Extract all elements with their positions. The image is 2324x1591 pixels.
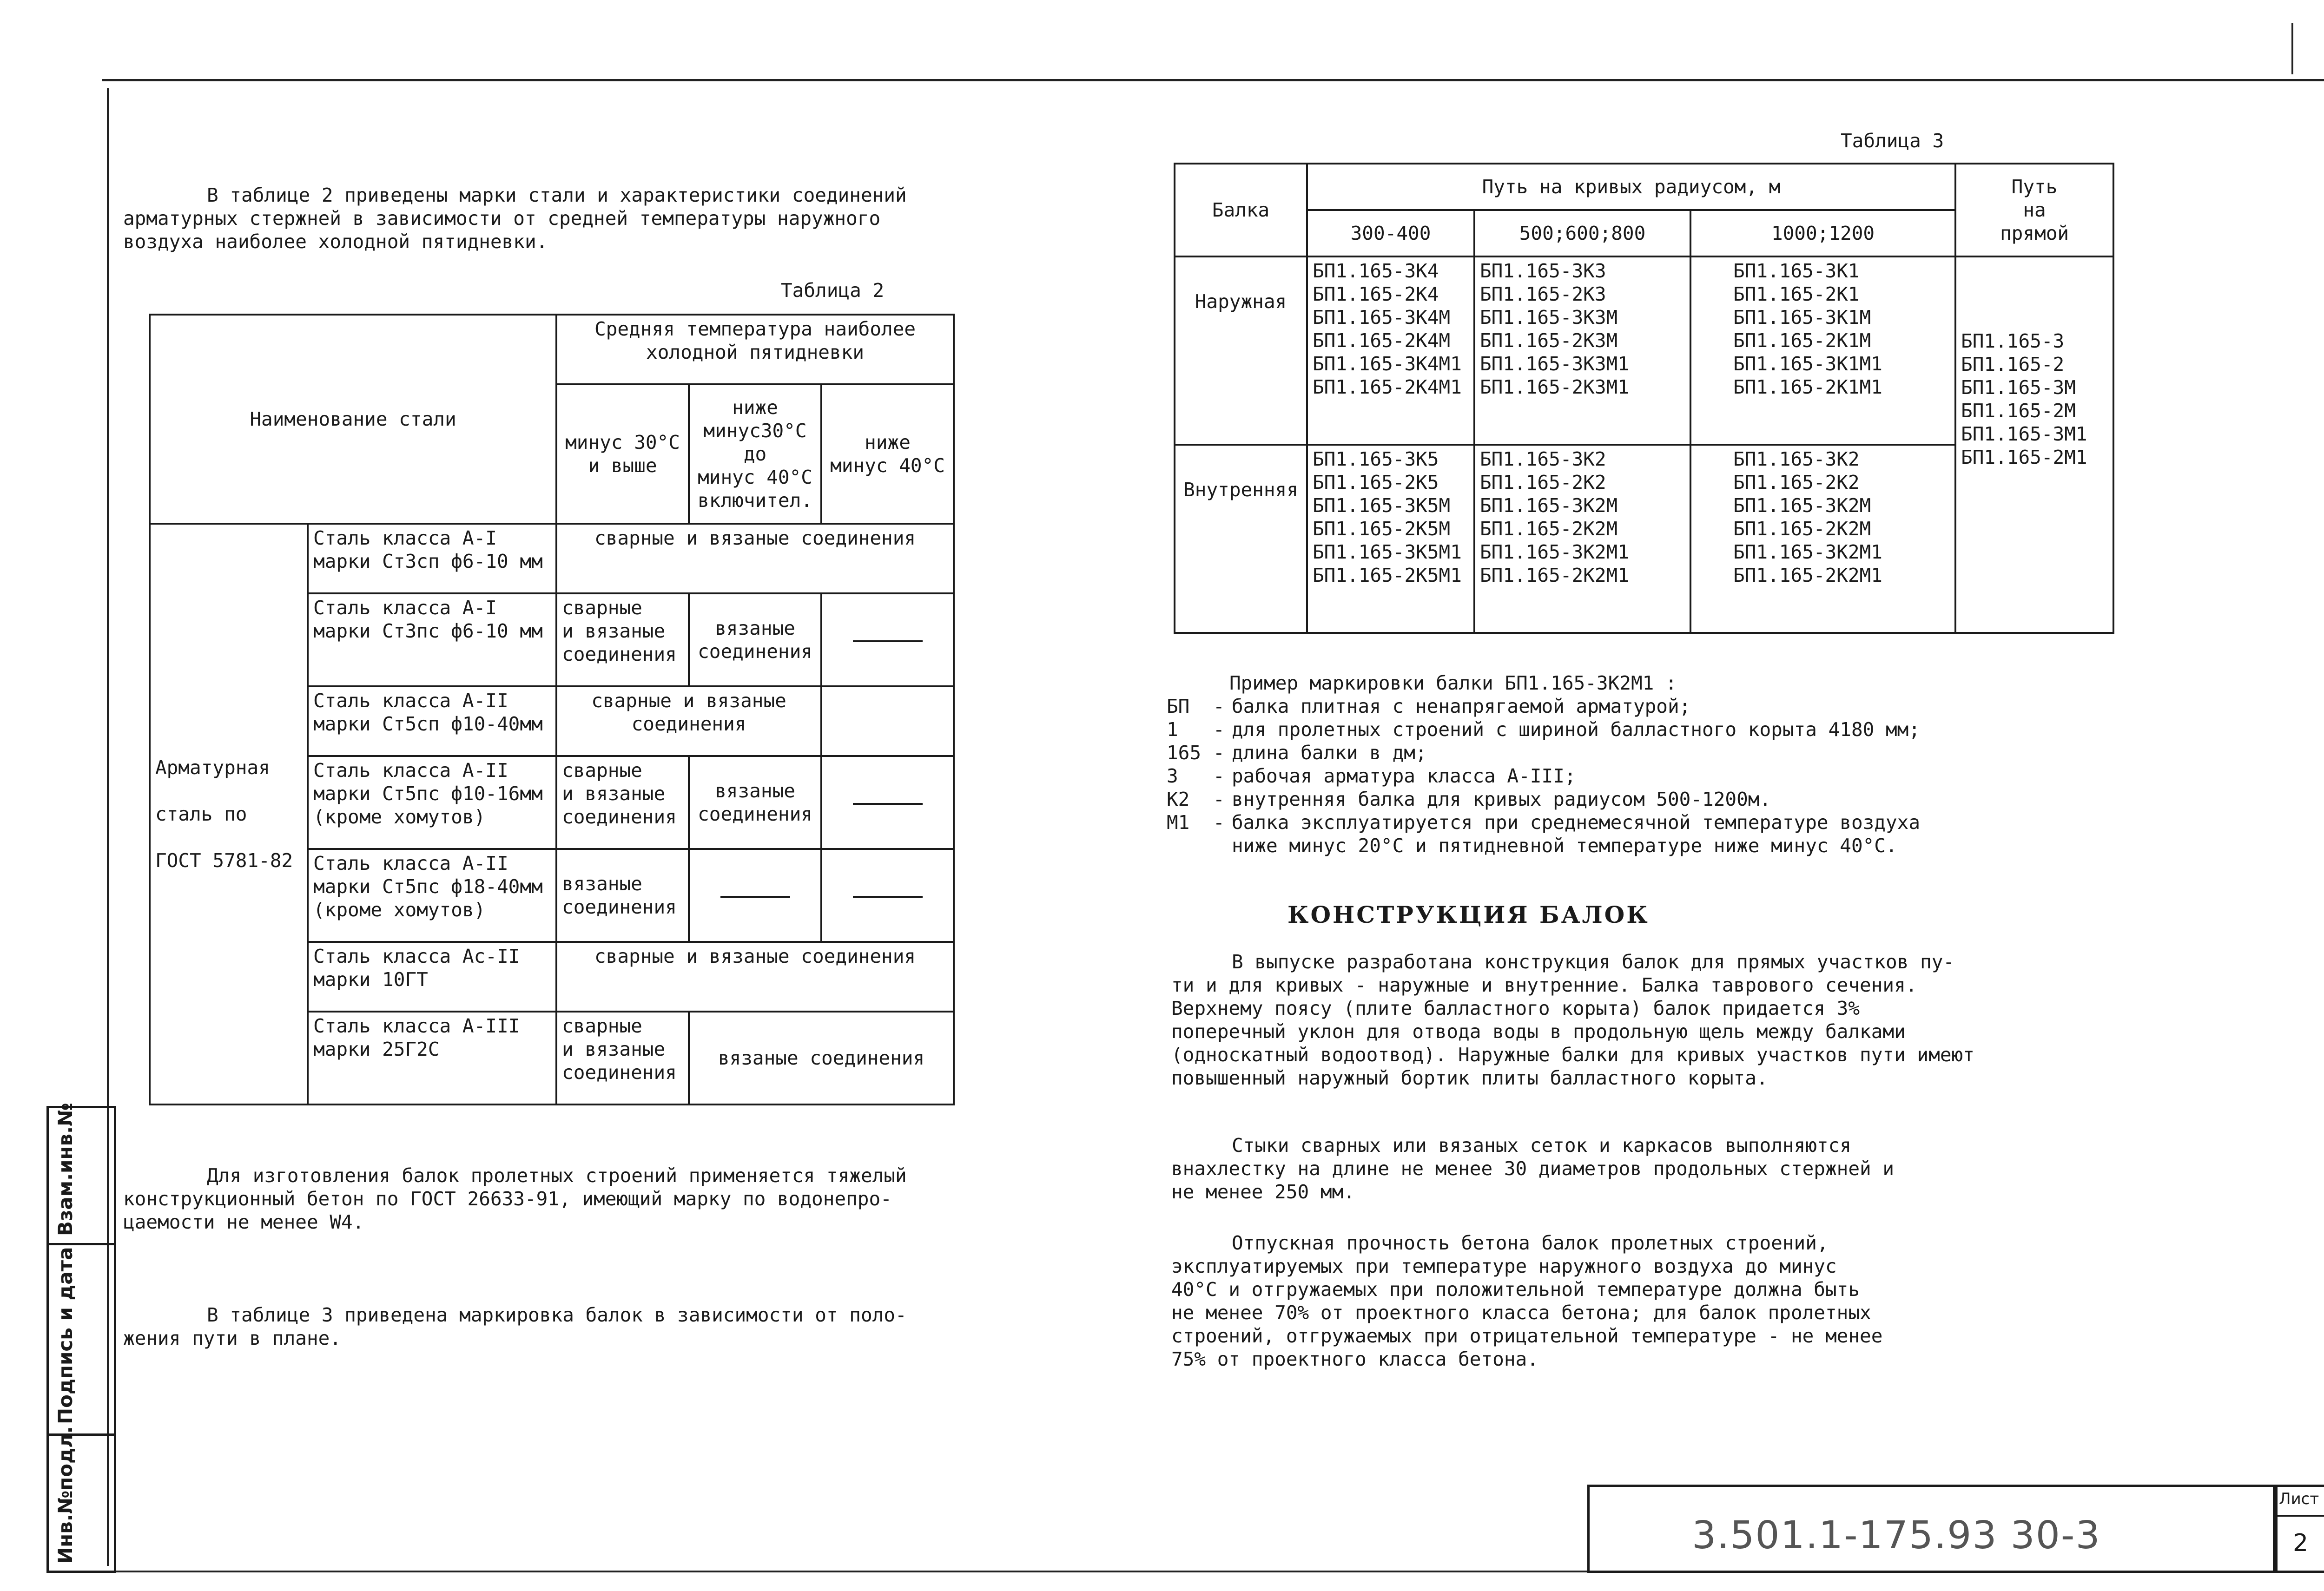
- legend-row: М1 - балка эксплуатируется при среднемесячной температуре воздуха ниже минус 20°С и пятидневной температуре ниже минус 40°С.: [1167, 811, 1921, 857]
- title-stamp: [1587, 1485, 2278, 1573]
- radius-300: 300-400: [1307, 210, 1474, 256]
- beams-table: [1174, 163, 2114, 634]
- legend-row: БП - балка плитная с ненапрягаемой арматурой;: [1167, 695, 1691, 717]
- sub-col-1: минус 30°С и выше: [556, 384, 689, 524]
- col-straight: Путь на прямой: [1955, 164, 2113, 256]
- intro-paragraph: В таблице 2 приведены марки стали и характеристики соединений арматурных стержней в зависимости от средней температуры наружного воздуха наиболее холодной пятидневки.: [123, 184, 907, 253]
- side-cell-vzam: [49, 1103, 114, 1245]
- merged-cell: сварные и вязаные соединения: [556, 686, 821, 756]
- marking-example-title: Пример маркировки балки БП1.165-3К2М1 :: [1229, 672, 1677, 694]
- mark-cell: БП1.165-3К1 БП1.165-2К1 БП1.165-3К1М БП1.165-2К1М БП1.165-3К1М1 БП1.165-2К1М1: [1690, 256, 1955, 445]
- mark-cell: БП1.165-3К5 БП1.165-2К5 БП1.165-3К5М БП1.165-2К5М БП1.165-3К5М1 БП1.165-2К5М1: [1307, 445, 1474, 633]
- mark-cell: БП1.165-3К4 БП1.165-2К4 БП1.165-3К4М БП1.165-2К4М БП1.165-3К4М1 БП1.165-2К4М1: [1307, 256, 1474, 445]
- value-cell: сварные и вязаные соединения: [556, 1012, 689, 1104]
- steel-cell: Сталь класса А-I марки Ст3сп ф6-10 мм: [308, 524, 556, 593]
- steel-cell: Сталь класса Ас-II марки 10ГТ: [308, 942, 556, 1012]
- dash-cell: [821, 593, 954, 686]
- group-cell: Арматурная сталь по ГОСТ 5781-82: [150, 524, 308, 1104]
- side-cell-podpis: [49, 1243, 114, 1436]
- sub-col-2: ниже минус30°С до минус 40°С включител.: [689, 384, 821, 524]
- steel-cell: Сталь класса А-II марки Ст5пс ф18-40мм (кроме хомутов): [308, 849, 556, 942]
- table3-reference: В таблице 3 приведена маркировка балок в зависимости от поло- жения пути в плане.: [123, 1304, 907, 1350]
- straight-marks-cell: БП1.165-3 БП1.165-2 БП1.165-3М БП1.165-2М БП1.165-3М1 БП1.165-2М1: [1955, 256, 2113, 633]
- merged-cell: вязаные соединения: [689, 1012, 954, 1104]
- col-curve: Путь на кривых радиусом, м: [1307, 164, 1955, 210]
- side-label-inv: Инв.№подл.: [54, 1426, 77, 1564]
- radius-1000: 1000;1200: [1690, 210, 1955, 256]
- steel-table: [149, 314, 955, 1105]
- merged-cell: сварные и вязаные соединения: [556, 524, 954, 593]
- side-label-podpis: Подпись и дата: [54, 1247, 77, 1424]
- sheet-number: 2: [2293, 1529, 2309, 1557]
- dash-cell: [689, 849, 821, 942]
- construction-paragraph-2: Стыки сварных или вязаных сеток и каркасов выполняются внахлестку на длине не менее 30 диаметров продольных стержней и не менее 250 мм.: [1171, 1134, 1895, 1203]
- table2-caption: Таблица 2: [781, 279, 885, 302]
- side-label-vzam: Взам.инв.№: [54, 1103, 77, 1236]
- legend-row: К2 - внутренняя балка для кривых радиусом 500-1200м.: [1167, 788, 1771, 811]
- side-cell-inv: [49, 1426, 114, 1568]
- sheet-label: Лист: [2279, 1490, 2319, 1508]
- col-temperature: Средняя температура наиболее холодной пятидневки: [556, 315, 954, 384]
- document-code: 3.501.1-175.93 30-3: [1692, 1513, 2101, 1558]
- marking-legend: [1167, 695, 2143, 857]
- legend-row: 165 - длина балки в дм;: [1167, 742, 1427, 764]
- value-cell: вязаные соединения: [689, 756, 821, 849]
- legend-row: 1 - для пролетных строений с шириной балластного корыта 4180 мм;: [1167, 718, 1921, 741]
- construction-paragraph-3: Отпускная прочность бетона балок пролетных строений, эксплуатируемых при температуре наружного воздуха до минус 40°С и отгружаемых при положительной температуре должна быть не менее 70% от проектного класса бетона; для балок пролетных строений, отгружаемых при отрицательной температуре - не менее 75% от проектного класса бетона.: [1171, 1232, 1883, 1371]
- radius-500: 500;600;800: [1474, 210, 1690, 256]
- sheet-divider: [2275, 1515, 2324, 1517]
- dash-cell: [821, 849, 954, 942]
- mark-cell: БП1.165-3К2 БП1.165-2К2 БП1.165-3К2М БП1.165-2К2М БП1.165-3К2М1 БП1.165-2К2М1: [1690, 445, 1955, 633]
- frame-top: [102, 79, 2324, 81]
- legend-row: 3 - рабочая арматура класса А-III;: [1167, 765, 1576, 788]
- mark-cell: БП1.165-3К3 БП1.165-2К3 БП1.165-3К3М БП1.165-2К3М БП1.165-3К3М1 БП1.165-2К3М1: [1474, 256, 1690, 445]
- mark-cell: БП1.165-3К2 БП1.165-2К2 БП1.165-3К2М БП1.165-2К2М БП1.165-3К2М1 БП1.165-2К2М1: [1474, 445, 1690, 633]
- value-cell: сварные и вязаные соединения: [556, 756, 689, 849]
- col-steel-name: Наименование стали: [150, 315, 556, 524]
- table3-caption: Таблица 3: [1841, 130, 1944, 152]
- value-cell: вязаные соединения: [689, 593, 821, 686]
- value-cell: вязаные соединения: [556, 849, 689, 942]
- steel-cell: Сталь класса А-I марки Ст3пс ф6-10 мм: [308, 593, 556, 686]
- frame-corner-mark: [2291, 23, 2293, 74]
- dash-cell: [821, 756, 954, 849]
- side-stamp-strip: [46, 1103, 116, 1573]
- value-cell: сварные и вязаные соединения: [556, 593, 689, 686]
- row-inner: Внутренняя: [1175, 445, 1307, 633]
- row-outer: Наружная: [1175, 256, 1307, 445]
- steel-cell: Сталь класса А-III марки 25Г2С: [308, 1012, 556, 1104]
- steel-cell: Сталь класса А-II марки Ст5пс ф10-16мм (кроме хомутов): [308, 756, 556, 849]
- sub-col-3: ниже минус 40°С: [821, 384, 954, 524]
- merged-cell: сварные и вязаные соединения: [556, 942, 954, 1012]
- section-heading: КОНСТРУКЦИЯ БАЛОК: [1287, 901, 1650, 928]
- construction-paragraph-1: В выпуске разработана конструкция балок для прямых участков пу- ти и для кривых - наружные и внутренние. Балка таврового сечения. Верхнему поясу (плите балластного корыта) балок придается 3% поперечный уклон для отвода воды в продольную щель между балками (односкатный водоотвод). Наружные балки для кривых участков пути имеют повышенный наружный бортик плиты балластного корыта.: [1171, 951, 1974, 1090]
- empty-cell: [821, 686, 954, 756]
- col-beam: Балка: [1175, 164, 1307, 256]
- steel-cell: Сталь класса А-II марки Ст5сп ф10-40мм: [308, 686, 556, 756]
- sheet-number-box: [2273, 1485, 2324, 1573]
- concrete-paragraph: Для изготовления балок пролетных строений применяется тяжелый конструкционный бетон по ГОСТ 26633-91, имеющий марку по водонепро- цаемости не менее W4.: [123, 1164, 907, 1234]
